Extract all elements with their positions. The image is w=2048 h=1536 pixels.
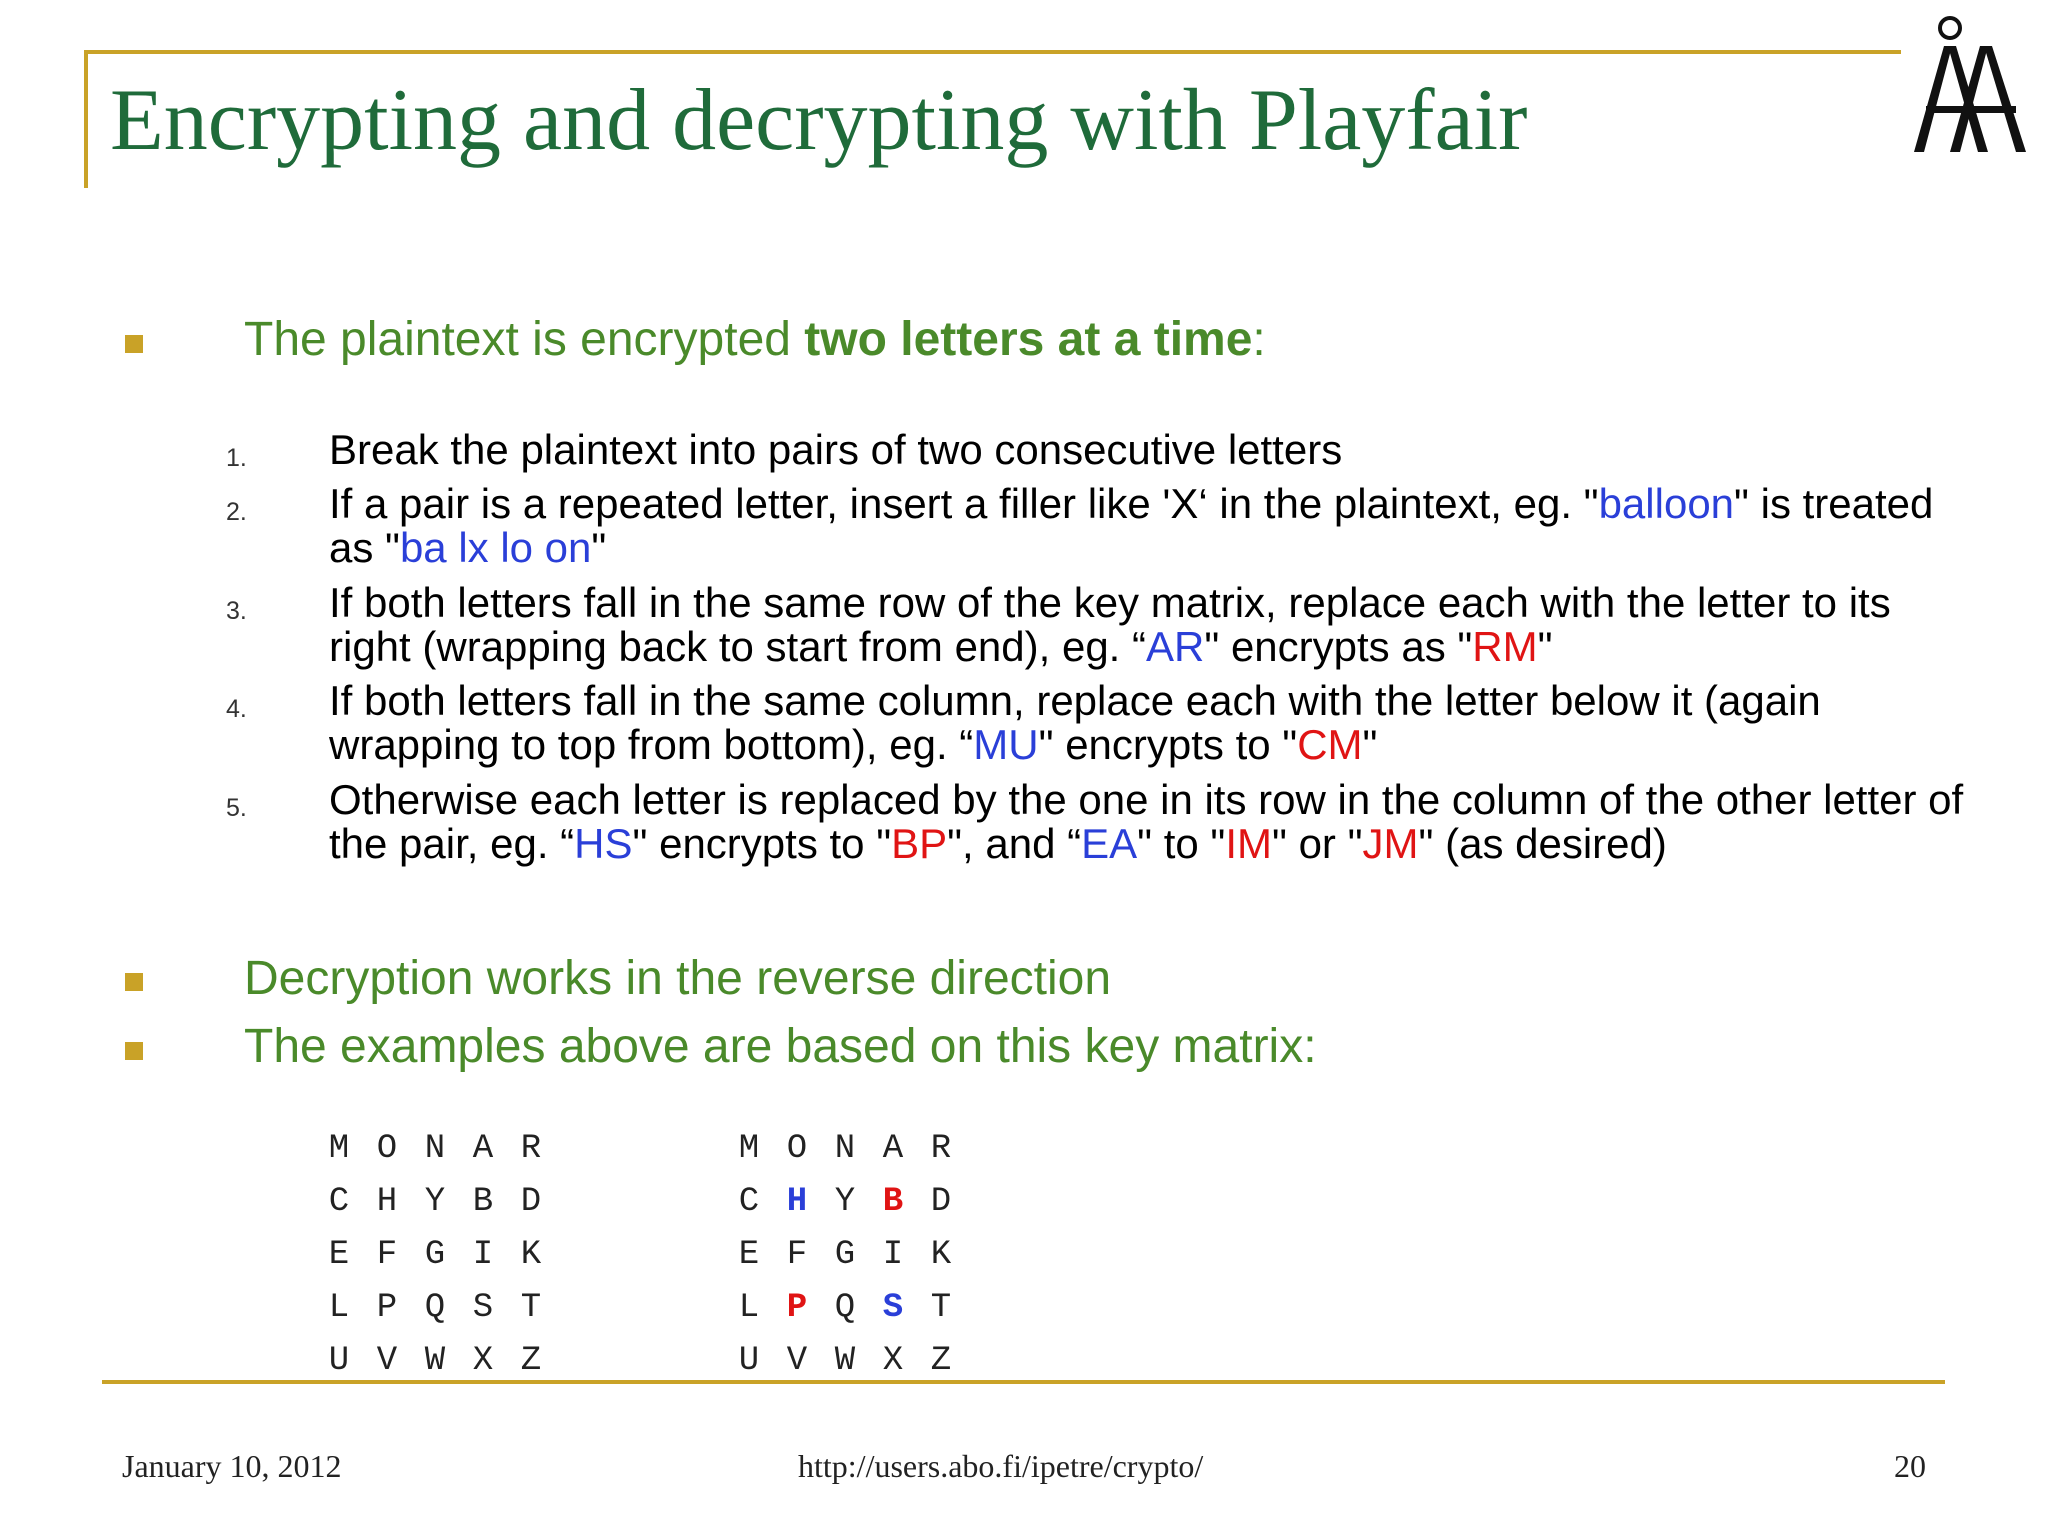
matrix-cell: L [328, 1289, 350, 1327]
matrix-cell: K [930, 1236, 952, 1274]
footer-url: http://users.abo.fi/ipetre/crypto/ [798, 1448, 1204, 1484]
matrix-row [734, 1289, 1034, 1329]
page-number: 20 [1894, 1448, 1926, 1484]
key-matrix-left [324, 1130, 574, 1380]
matrix-cell: Q [834, 1289, 856, 1327]
bullet-marker [125, 973, 143, 991]
matrix-cell: T [930, 1289, 952, 1327]
slide-title: Encrypting and decrypting with Playfair [110, 72, 1528, 169]
matrix-cell: C [328, 1183, 350, 1221]
matrix-row [734, 1183, 1034, 1223]
matrix-row [734, 1130, 1034, 1170]
bullet-encryption-intro: The plaintext is encrypted two letters at a time: [244, 313, 1266, 366]
matrix-cell: Z [520, 1342, 542, 1380]
university-logo-icon [1896, 14, 2036, 164]
matrix-cell: H [786, 1183, 808, 1221]
matrix-row [324, 1289, 624, 1329]
matrix-cell: U [738, 1342, 760, 1380]
matrix-cell: P [786, 1289, 808, 1327]
matrix-cell: W [424, 1342, 446, 1380]
step-number: 1. [226, 444, 247, 472]
matrix-cell: S [882, 1289, 904, 1327]
matrix-cell: X [882, 1342, 904, 1380]
matrix-cell: P [376, 1289, 398, 1327]
matrix-cell: B [882, 1183, 904, 1221]
matrix-row [324, 1342, 624, 1382]
matrix-row [734, 1236, 1034, 1276]
bullet-decryption: Decryption works in the reverse direction [244, 952, 1112, 1005]
matrix-cell: A [472, 1130, 494, 1168]
matrix-cell: V [376, 1342, 398, 1380]
matrix-cell: I [472, 1236, 494, 1274]
matrix-cell: X [472, 1342, 494, 1380]
bullet-marker [125, 1042, 143, 1060]
step-number: 4. [226, 695, 247, 723]
matrix-cell: K [520, 1236, 542, 1274]
matrix-row [324, 1130, 624, 1170]
matrix-cell: R [520, 1130, 542, 1168]
matrix-cell: L [738, 1289, 760, 1327]
key-matrix-right [734, 1130, 984, 1380]
matrix-cell: N [424, 1130, 446, 1168]
matrix-cell: S [472, 1289, 494, 1327]
title-top-rule [84, 50, 1901, 54]
step-2-text: If a pair is a repeated letter, insert a filler like 'X‘ in the plaintext, eg. "balloon" is treated as "ba lx lo on" [329, 480, 1934, 571]
bullet-key-matrix: The examples above are based on this key matrix: [244, 1020, 1317, 1073]
matrix-cell: H [376, 1183, 398, 1221]
footer-date: January 10, 2012 [122, 1448, 342, 1484]
step-1-text: Break the plaintext into pairs of two consecutive letters [329, 426, 1343, 473]
matrix-cell: M [328, 1130, 350, 1168]
matrix-cell: R [930, 1130, 952, 1168]
matrix-cell: O [376, 1130, 398, 1168]
matrix-cell: T [520, 1289, 542, 1327]
matrix-cell: U [328, 1342, 350, 1380]
matrix-cell: W [834, 1342, 856, 1380]
matrix-cell: E [738, 1236, 760, 1274]
matrix-row [324, 1236, 624, 1276]
step-number: 5. [226, 794, 247, 822]
bullet-marker [125, 335, 143, 353]
matrix-cell: F [786, 1236, 808, 1274]
matrix-cell: Y [424, 1183, 446, 1221]
footer-rule [102, 1380, 1945, 1384]
step-number: 3. [226, 597, 247, 625]
matrix-cell: G [424, 1236, 446, 1274]
step-5-text: Otherwise each letter is replaced by the one in its row in the column of the other letter of the pair, eg. “HS" encrypts to "BP", and “EA" to "IM" or "JM" (as desired) [329, 776, 1964, 867]
matrix-cell: Q [424, 1289, 446, 1327]
matrix-cell: N [834, 1130, 856, 1168]
matrix-cell: B [472, 1183, 494, 1221]
matrix-cell: I [882, 1236, 904, 1274]
matrix-cell: D [520, 1183, 542, 1221]
matrix-row [734, 1342, 1034, 1382]
step-3-text: If both letters fall in the same row of the key matrix, replace each with the letter to its right (wrapping back to start from end), eg. “AR" encrypts as "RM" [329, 579, 1891, 670]
matrix-cell: A [882, 1130, 904, 1168]
matrix-cell: M [738, 1130, 760, 1168]
matrix-cell: G [834, 1236, 856, 1274]
matrix-cell: C [738, 1183, 760, 1221]
matrix-cell: Z [930, 1342, 952, 1380]
matrix-cell: Y [834, 1183, 856, 1221]
matrix-cell: F [376, 1236, 398, 1274]
step-number: 2. [226, 498, 247, 526]
title-left-rule [84, 50, 88, 188]
matrix-cell: O [786, 1130, 808, 1168]
step-4-text: If both letters fall in the same column, replace each with the letter below it (again wrapping to top from bottom), eg. “MU" encrypts to "CM" [329, 677, 1821, 768]
matrix-cell: D [930, 1183, 952, 1221]
matrix-cell: V [786, 1342, 808, 1380]
matrix-row [324, 1183, 624, 1223]
matrix-cell: E [328, 1236, 350, 1274]
